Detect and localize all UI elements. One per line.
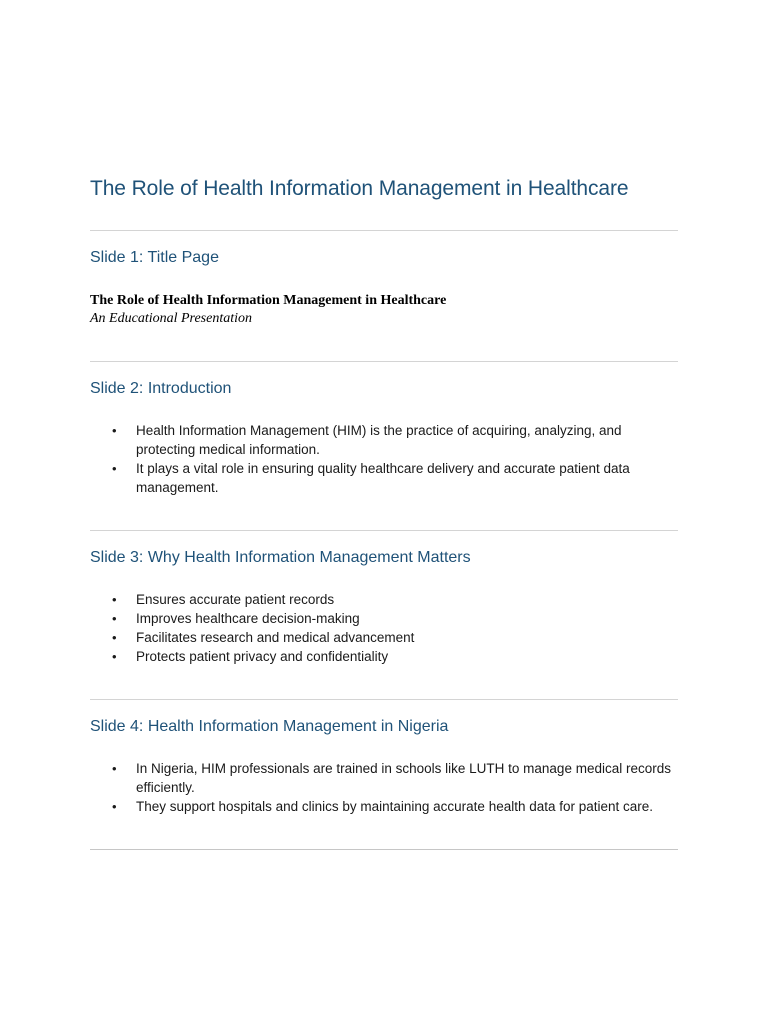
section-divider [90,361,678,362]
list-item [90,628,678,647]
list-item [90,421,678,459]
list-item [90,797,678,816]
slide-1-section [90,247,678,362]
document-title: The Role of Health Information Management in Healthcare [90,177,629,200]
list-item [90,609,678,628]
section-divider [90,530,678,531]
list-item [90,759,678,797]
bullet-icon: • [112,461,117,476]
presentation-subtitle: An Educational Presentation [90,311,253,326]
list-item [90,590,678,609]
bullet-icon: • [112,649,117,664]
bullet-icon: • [112,592,117,607]
slide-3-bullet-list [90,590,678,666]
list-item-text: They support hospitals and clinics by maintaining accurate health data for patient care. [136,799,654,814]
slide-3-section [90,547,678,700]
list-item-text: In Nigeria, HIM professionals are trained in schools like LUTH to manage medical records efficiently. [136,761,671,795]
slide-3-heading: Slide 3: Why Health Information Management Matters [90,549,471,566]
slide-2-heading: Slide 2: Introduction [90,380,232,397]
section-divider [90,230,678,231]
list-item [90,459,678,497]
slide-4-section [90,716,678,850]
bullet-icon: • [112,611,117,626]
slide-1-heading: Slide 1: Title Page [90,249,219,266]
bullet-icon: • [112,423,117,438]
list-item-text: Protects patient privacy and confidentiality [136,649,389,664]
slide-4-heading: Slide 4: Health Information Management in Nigeria [90,718,449,735]
slide-4-bullet-list [90,759,678,816]
list-item-text: It plays a vital role in ensuring quality healthcare delivery and accurate patient data management. [136,461,630,495]
list-item-text: Health Information Management (HIM) is the practice of acquiring, analyzing, and protecting medical information. [136,423,622,457]
bullet-icon: • [112,761,117,776]
section-divider [90,849,678,850]
slide-2-bullet-list [90,421,678,497]
section-divider [90,699,678,700]
title-page-block [90,292,678,328]
list-item-text: Facilitates research and medical advancement [136,630,415,645]
bullet-icon: • [112,630,117,645]
list-item-text: Ensures accurate patient records [136,592,335,607]
presentation-title: The Role of Health Information Management in Healthcare [90,293,447,308]
list-item-text: Improves healthcare decision-making [136,611,360,626]
list-item [90,647,678,666]
bullet-icon: • [112,799,117,814]
slide-2-section [90,378,678,531]
